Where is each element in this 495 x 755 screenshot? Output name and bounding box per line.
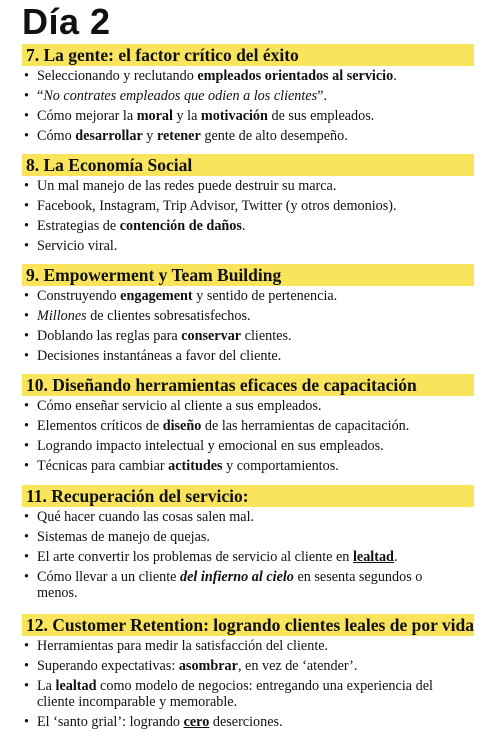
list-item: • Seleccionando y reclutando empleados orientados al servicio. [24,68,397,84]
bullet-list [22,396,474,476]
bullet-list [22,636,474,732]
list-item: • Herramientas para medir la satisfacción del cliente. [24,638,329,654]
section-12 [22,614,474,732]
list-item: • Logrando impacto intelectual y emocional en sus empleados. [24,438,384,454]
list-item: • Cómo enseñar servicio al cliente a sus empleados. [24,398,322,414]
bullet-list [22,286,474,366]
list-item: • Sistemas de manejo de quejas. [24,529,210,545]
list-item: • Superando expectativas: asombrar, en vez de ‘atender’. [24,658,358,674]
list-item: • Servicio viral. [24,238,118,254]
section-heading: 10. Diseñando herramientas eficaces de capacitación [22,374,474,396]
section-heading: 11. Recuperación del servicio: [22,485,474,507]
section-9 [22,264,474,366]
list-item: • Estrategias de contención de daños. [24,218,246,234]
list-item: • La lealtad como modelo de negocios: entregando una experiencia del cliente incomparable y memorable. [24,678,433,710]
section-heading: 7. La gente: el factor crítico del éxito [22,44,474,66]
section-heading: 12. Customer Retention: logrando clientes leales de por vida [22,614,474,636]
list-item: • Qué hacer cuando las cosas salen mal. [24,509,255,525]
section-heading: 8. La Economía Social [22,154,474,176]
section-11 [22,485,474,603]
bullet-list [22,507,474,603]
list-item: • El ‘santo grial’: logrando cero deserciones. [24,714,283,730]
list-item: • Técnicas para cambiar actitudes y comportamientos. [24,458,339,474]
section-heading: 9. Empowerment y Team Building [22,264,474,286]
list-item: • “No contrates empleados que odien a los clientes”. [24,88,328,104]
list-item: • Cómo llevar a un cliente del infierno al cielo en sesenta segundos o menos. [24,569,423,601]
section-8 [22,154,474,256]
list-item: • Construyendo engagement y sentido de pertenencia. [24,288,338,304]
page-title: Día 2 [22,1,111,42]
list-item: • Decisiones instantáneas a favor del cliente. [24,348,282,364]
bullet-list [22,66,474,146]
list-item: • Cómo desarrollar y retener gente de alto desempeño. [24,128,348,144]
list-item: • Doblando las reglas para conservar clientes. [24,328,292,344]
list-item: • Cómo mejorar la moral y la motivación de sus empleados. [24,108,375,124]
bullet-list [22,176,474,256]
list-item: • Millones de clientes sobresatisfechos. [24,308,251,324]
list-item: • Facebook, Instagram, Trip Advisor, Twitter (y otros demonios). [24,198,397,214]
section-7 [22,44,474,146]
list-item: • Un mal manejo de las redes puede destruir su marca. [24,178,337,194]
list-item: • El arte convertir los problemas de servicio al cliente en lealtad. [24,549,398,565]
list-item: • Elementos críticos de diseño de las herramientas de capacitación. [24,418,410,434]
section-10 [22,374,474,476]
